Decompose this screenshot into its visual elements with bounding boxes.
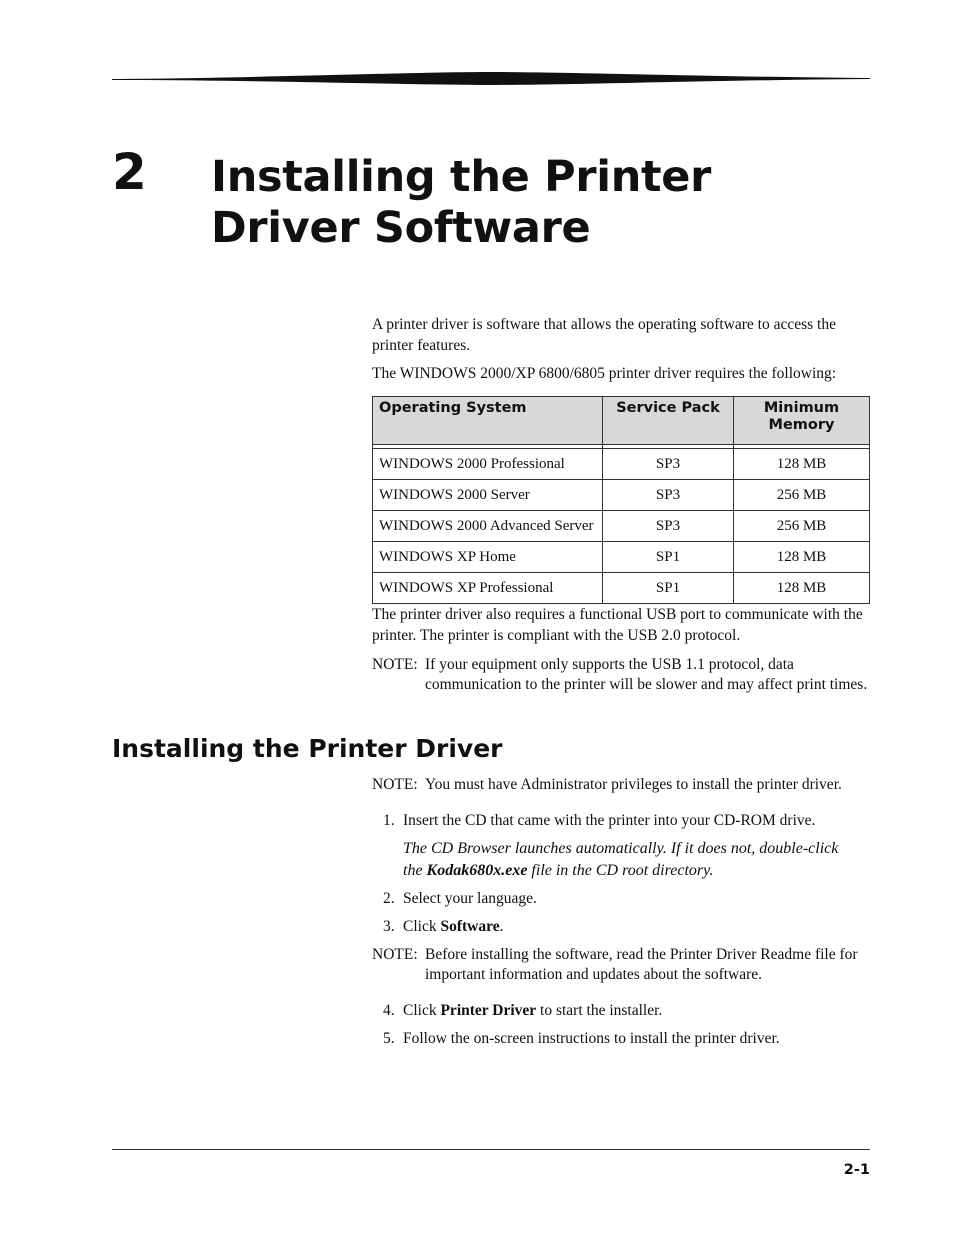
step-number: 5. [383, 1030, 395, 1047]
cell-os: WINDOWS 2000 Server [373, 480, 603, 511]
note-text: Before installing the software, read the Printer Driver Readme file for important information and updates about the software. [425, 946, 858, 983]
header-minimum-memory: Minimum Memory [734, 397, 870, 445]
cd-browser-instruction [403, 838, 873, 882]
step-3 [383, 917, 870, 937]
section-title: Installing the Printer Driver [112, 734, 503, 763]
cell-service-pack: SP1 [603, 542, 734, 573]
note-label: NOTE: [372, 776, 418, 793]
header-swoosh-rule [112, 70, 870, 86]
cd-browser-line-1: The CD Browser launches automatically. If it does not, double-click [403, 840, 839, 857]
step-text [403, 1001, 870, 1021]
header-operating-system: Operating System [373, 397, 603, 445]
table-row [373, 480, 870, 511]
cd-browser-line-2-end: file in the CD root directory. [527, 862, 714, 879]
step-text: Insert the CD that came with the printer into your CD-ROM drive. [403, 812, 816, 829]
cell-service-pack: SP1 [603, 573, 734, 604]
cell-memory: 128 MB [734, 573, 870, 604]
step-text [403, 917, 870, 937]
cell-os: WINDOWS XP Professional [373, 573, 603, 604]
table-row [373, 573, 870, 604]
readme-note [372, 945, 870, 985]
step-2 [383, 889, 870, 909]
printer-driver-label: Printer Driver [440, 1002, 537, 1019]
requirements-lead: The WINDOWS 2000/XP 6800/6805 printer driver requires the following: [372, 365, 837, 382]
step-number: 2. [383, 890, 395, 907]
step-number: 3. [383, 918, 395, 935]
step-number: 1. [383, 812, 395, 829]
requirements-table [372, 396, 870, 604]
chapter-title [211, 152, 851, 254]
admin-note [372, 775, 870, 795]
executable-filename: Kodak680x.exe [426, 862, 528, 879]
note-text: If your equipment only supports the USB 1.1 protocol, data communication to the printer will be slower and may affect print times. [425, 656, 868, 693]
footer-rule [112, 1149, 870, 1150]
table-row [373, 449, 870, 480]
note-label: NOTE: [372, 946, 418, 963]
step-5 [383, 1029, 870, 1049]
chapter-title-line-2: Driver Software [211, 203, 591, 253]
table-row [373, 542, 870, 573]
page-number: 2-1 [843, 1162, 870, 1178]
cell-os: WINDOWS 2000 Advanced Server [373, 511, 603, 542]
usb-paragraph: The printer driver also requires a functional USB port to communicate with the printer. The printer is compliant with the USB 2.0 protocol. [372, 606, 863, 644]
usb-note [372, 655, 870, 695]
cell-service-pack: SP3 [603, 511, 734, 542]
step-text-start: Click [403, 1002, 441, 1019]
step-4 [383, 1001, 870, 1021]
cell-memory: 128 MB [734, 449, 870, 480]
note-label: NOTE: [372, 656, 418, 673]
cell-os: WINDOWS 2000 Professional [373, 449, 603, 480]
step-1 [383, 811, 870, 831]
step-text-end: . [499, 918, 504, 935]
cell-os: WINDOWS XP Home [373, 542, 603, 573]
note-text: You must have Administrator privileges to install the printer driver. [425, 776, 842, 793]
chapter-title-line-1: Installing the Printer [211, 152, 712, 202]
step-text: Follow the on-screen instructions to install the printer driver. [403, 1030, 780, 1047]
intro-block [372, 314, 870, 384]
cell-service-pack: SP3 [603, 449, 734, 480]
cd-browser-line-2-start: the [403, 862, 427, 879]
chapter-number: 2 [112, 143, 147, 201]
cell-memory: 256 MB [734, 480, 870, 511]
software-label: Software [440, 918, 500, 935]
step-text: Select your language. [403, 890, 537, 907]
cell-memory: 128 MB [734, 542, 870, 573]
step-text-end: to start the installer. [536, 1002, 663, 1019]
cell-service-pack: SP3 [603, 480, 734, 511]
step-number: 4. [383, 1002, 395, 1019]
table-row [373, 511, 870, 542]
header-service-pack: Service Pack [603, 397, 734, 445]
cell-memory: 256 MB [734, 511, 870, 542]
table-header-row [373, 397, 870, 445]
intro-paragraph: A printer driver is software that allows the operating software to access the printer features. [372, 316, 836, 354]
step-text-start: Click [403, 918, 441, 935]
